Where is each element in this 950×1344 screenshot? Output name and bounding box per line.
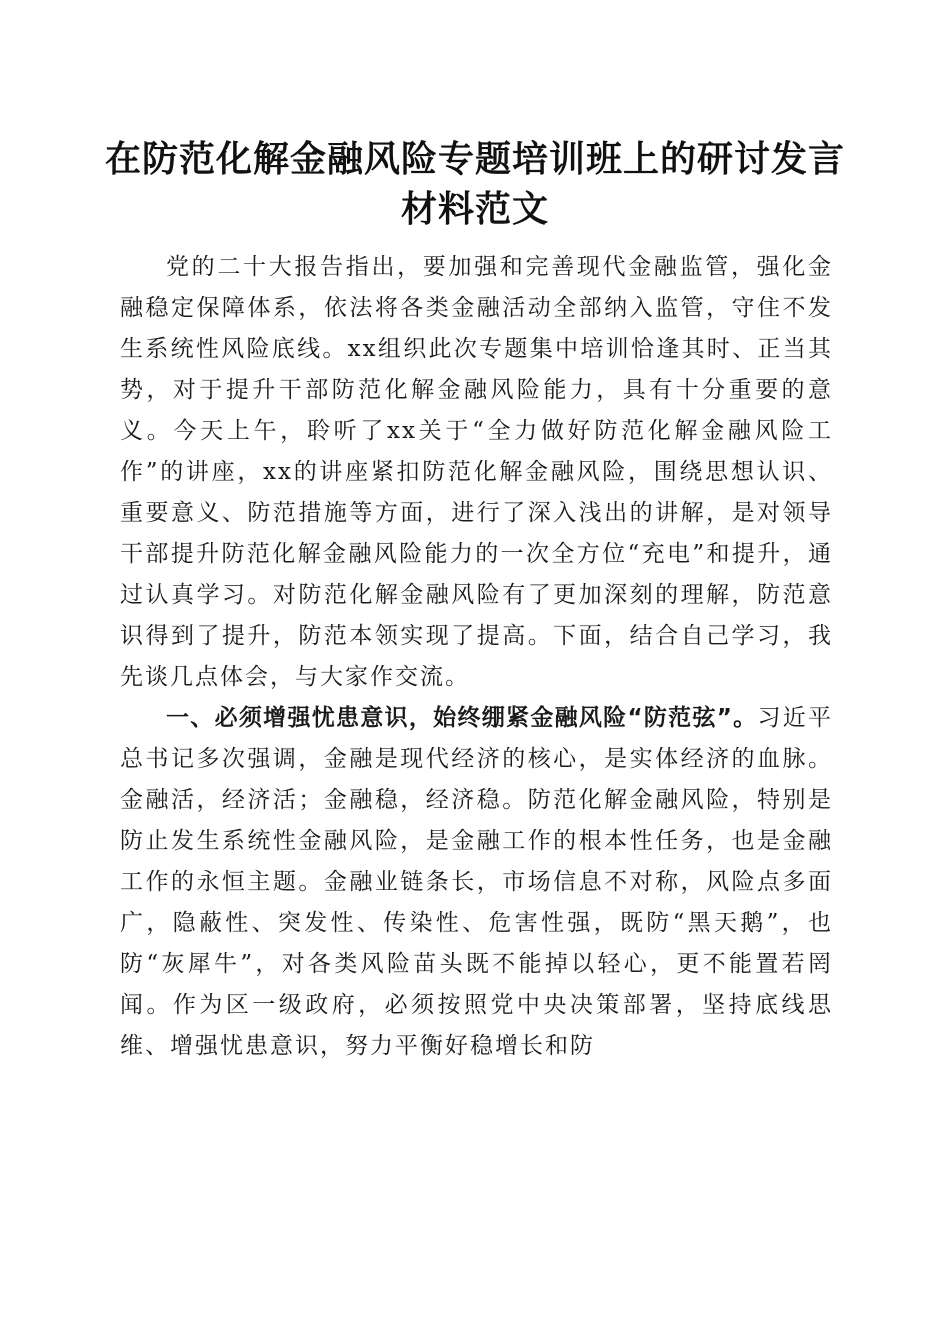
intro-paragraph: 党的二十大报告指出，要加强和完善现代金融监管，强化金融稳定保障体系，依法将各类金融活动全部纳入监管，守住不发生系统性风险底线。xx组织此次专题集中培训恰逢其时、正当其势，对于提升干部防范化解金融风险能力，具有十分重要的意义。今天上午，聆听了xx关于“全力做好防范化解金融风险工作”的讲座，xx的讲座紧扣防范化解金融风险，围绕思想认识、重要意义、防范措施等方面，进行了深入浅出的讲解，是对领导干部提升防范化解金融风险能力的一次全方位“充电”和提升，通过认真学习。对防范化解金融风险有了更加深刻的理解，防范意识得到了提升，防范本领实现了提高。下面，结合自己学习，我先谈几点体会，与大家作交流。 xyxy=(120,254,833,690)
document-body xyxy=(120,247,833,1067)
title-line-1: 在防范化解金融风险专题培训班上的研讨发言 xyxy=(104,138,845,180)
section-1-paragraph xyxy=(120,698,833,1067)
section-1-heading: 一、必须增强忧患意识，始终绷紧金融风险“防范弦”。 xyxy=(166,705,758,731)
document-title xyxy=(100,134,850,234)
section-1-text: 习近平总书记多次强调，金融是现代经济的核心，是实体经济的血脉。金融活，经济活；金融稳，经济稳。防范化解金融风险，特别是防止发生系统性金融风险，是金融工作的根本性任务，也是金融工作的永恒主题。金融业链条长，市场信息不对称，风险点多面广，隐蔽性、突发性、传染性、危害性强，既防“黑天鹅”，也防“灰犀牛”，对各类风险苗头既不能掉以轻心，更不能置若罔闻。作为区一级政府，必须按照党中央决策部署，坚持底线思维、增强忧患意识，努力平衡好稳增长和防 xyxy=(120,705,834,1059)
title-line-2: 材料范文 xyxy=(400,188,549,230)
